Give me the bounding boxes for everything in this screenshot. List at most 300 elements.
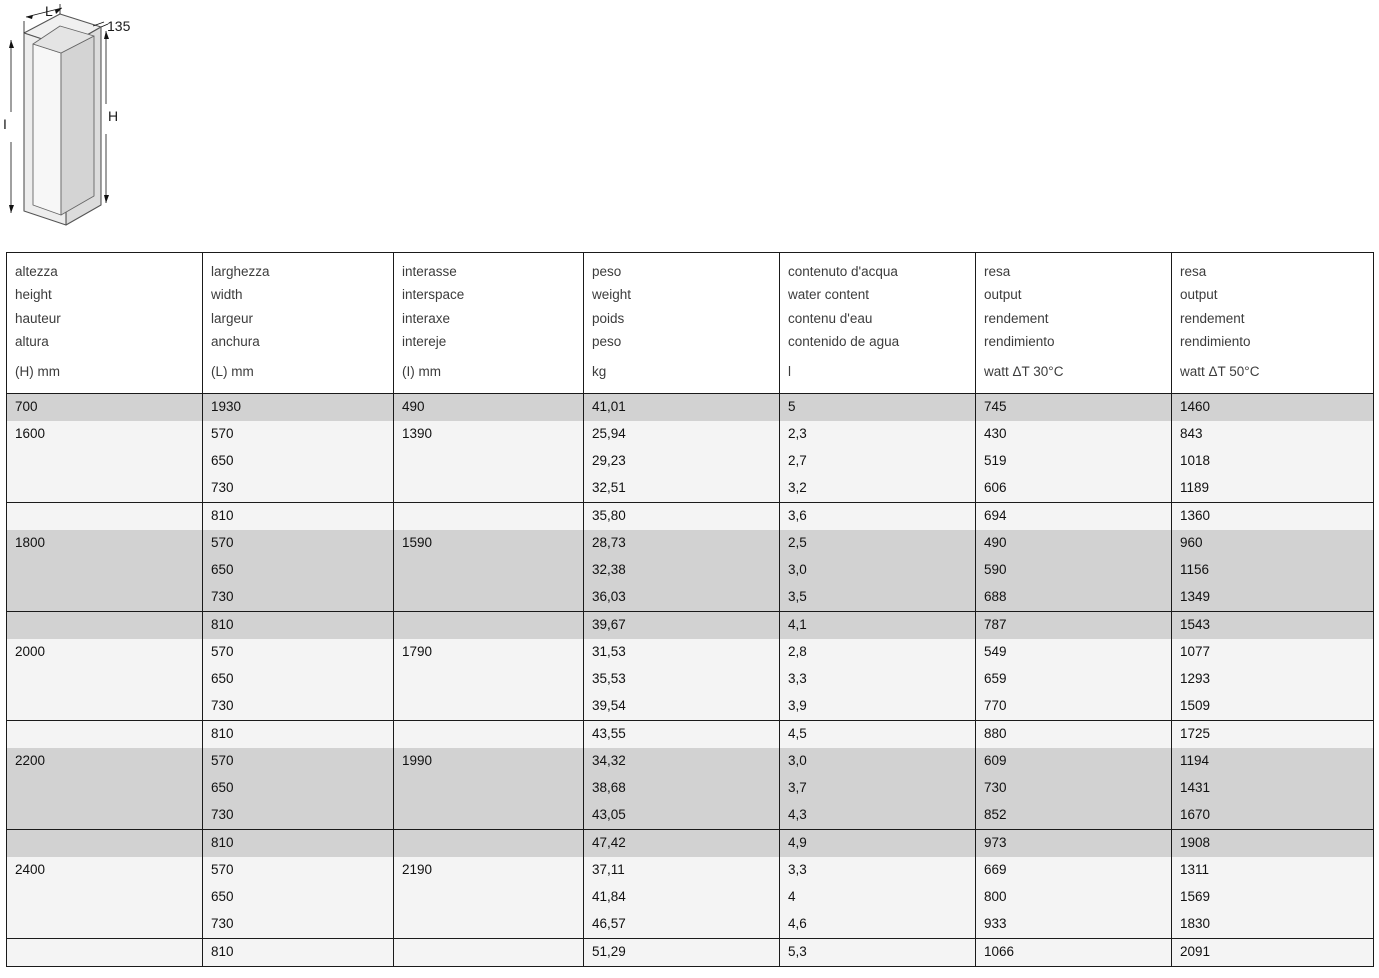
cell-interspace-value — [394, 884, 583, 911]
cell-weight-value: 51,29 — [584, 939, 779, 966]
table-row — [7, 584, 1374, 612]
cell-output-30 — [976, 748, 1172, 775]
cell-water-content-value: 3,5 — [780, 584, 975, 611]
specification-table-wrapper — [6, 252, 1373, 967]
cell-width — [203, 775, 394, 802]
table-row — [7, 775, 1374, 802]
header-interspace-line-0: interasse — [402, 264, 457, 279]
cell-output-50-value: 1311 — [1172, 857, 1373, 884]
cell-water-content — [780, 802, 976, 830]
cell-weight — [584, 557, 780, 584]
cell-output-50-value: 843 — [1172, 421, 1373, 448]
cell-interspace — [394, 911, 584, 939]
cell-interspace — [394, 421, 584, 448]
header-output30-line-0: resa — [984, 264, 1011, 279]
cell-output-30-value: 490 — [976, 530, 1171, 557]
cell-width-value: 570 — [203, 639, 393, 666]
header-weight-line-3: peso — [592, 334, 622, 350]
header-interspace-unit: (I) mm — [402, 364, 441, 380]
cell-width-value: 810 — [203, 503, 393, 530]
cell-height-value — [7, 448, 202, 475]
cell-weight — [584, 666, 780, 693]
cell-height-value — [7, 721, 202, 748]
cell-water-content-value: 4,5 — [780, 721, 975, 748]
cell-interspace — [394, 475, 584, 503]
cell-interspace-value: 1590 — [394, 530, 583, 557]
cell-interspace — [394, 829, 584, 857]
cell-output-50 — [1172, 557, 1374, 584]
cell-height — [7, 475, 203, 503]
cell-output-30 — [976, 775, 1172, 802]
cell-output-30 — [976, 829, 1172, 857]
header-output-30 — [976, 253, 1172, 394]
cell-output-30-value: 430 — [976, 421, 1171, 448]
cell-output-30-value: 669 — [976, 857, 1171, 884]
cell-output-30 — [976, 475, 1172, 503]
cell-height — [7, 775, 203, 802]
cell-width — [203, 393, 394, 421]
table-header — [7, 253, 1374, 394]
cell-width — [203, 720, 394, 748]
dimension-label-height: H — [108, 108, 119, 124]
cell-height-value — [7, 475, 202, 502]
cell-water-content — [780, 393, 976, 421]
cell-height — [7, 557, 203, 584]
cell-height-value — [7, 884, 202, 911]
cell-width-value: 650 — [203, 884, 393, 911]
cell-interspace-value: 1390 — [394, 421, 583, 448]
cell-interspace-value — [394, 775, 583, 802]
specification-table — [6, 252, 1374, 967]
cell-water-content — [780, 911, 976, 939]
cell-weight — [584, 802, 780, 830]
cell-weight-value: 38,68 — [584, 775, 779, 802]
header-interspace — [394, 253, 584, 394]
cell-water-content — [780, 775, 976, 802]
cell-width-value: 570 — [203, 421, 393, 448]
cell-interspace — [394, 938, 584, 966]
cell-output-50 — [1172, 666, 1374, 693]
cell-weight-value: 41,01 — [584, 394, 779, 421]
cell-water-content-value: 3,0 — [780, 748, 975, 775]
cell-output-30 — [976, 393, 1172, 421]
cell-water-content — [780, 829, 976, 857]
table-body — [7, 393, 1374, 966]
table-row — [7, 884, 1374, 911]
cell-weight — [584, 639, 780, 666]
cell-height — [7, 802, 203, 830]
cell-interspace — [394, 502, 584, 530]
header-output50-line-0: resa — [1180, 264, 1207, 279]
cell-weight — [584, 611, 780, 639]
cell-output-30 — [976, 639, 1172, 666]
cell-water-content-value: 4,3 — [780, 802, 975, 829]
cell-interspace — [394, 802, 584, 830]
cell-water-content — [780, 502, 976, 530]
cell-interspace-value — [394, 830, 583, 857]
cell-water-content-value: 4,9 — [780, 830, 975, 857]
header-water-line-0: contenuto d'acqua — [788, 264, 898, 279]
cell-output-50-value: 1460 — [1172, 394, 1373, 421]
cell-height — [7, 611, 203, 639]
cell-water-content — [780, 475, 976, 503]
header-water-line-1: water content — [788, 287, 870, 303]
cell-weight — [584, 393, 780, 421]
cell-water-content — [780, 557, 976, 584]
cell-weight — [584, 584, 780, 612]
cell-weight-value: 43,55 — [584, 721, 779, 748]
cell-output-50 — [1172, 530, 1374, 557]
header-weight-line-2: poids — [592, 310, 625, 326]
cell-weight-value: 47,42 — [584, 830, 779, 857]
cell-width — [203, 448, 394, 475]
header-height-line-1: height — [15, 287, 52, 303]
table-row — [7, 802, 1374, 830]
cell-weight — [584, 938, 780, 966]
cell-water-content — [780, 938, 976, 966]
cell-weight-value: 37,11 — [584, 857, 779, 884]
cell-height-value: 1800 — [7, 530, 202, 557]
cell-water-content-value: 3,2 — [780, 475, 975, 502]
header-width-unit: (L) mm — [211, 364, 254, 380]
cell-interspace-value — [394, 693, 583, 720]
cell-output-30 — [976, 557, 1172, 584]
cell-water-content-value: 3,3 — [780, 666, 975, 693]
cell-height — [7, 584, 203, 612]
cell-weight-value: 34,32 — [584, 748, 779, 775]
cell-water-content-value: 3,3 — [780, 857, 975, 884]
cell-width — [203, 884, 394, 911]
header-output50-unit: watt ΔT 50°C — [1180, 364, 1260, 380]
cell-output-30 — [976, 693, 1172, 721]
cell-output-30 — [976, 938, 1172, 966]
cell-output-30 — [976, 802, 1172, 830]
cell-width — [203, 693, 394, 721]
cell-height — [7, 693, 203, 721]
cell-height — [7, 666, 203, 693]
cell-height — [7, 857, 203, 884]
cell-width-value: 730 — [203, 584, 393, 611]
cell-output-50 — [1172, 448, 1374, 475]
cell-water-content — [780, 666, 976, 693]
cell-interspace — [394, 584, 584, 612]
cell-weight — [584, 829, 780, 857]
cell-output-30 — [976, 530, 1172, 557]
cell-water-content-value: 3,9 — [780, 693, 975, 720]
cell-height — [7, 530, 203, 557]
cell-output-50-value: 1156 — [1172, 557, 1373, 584]
cell-width — [203, 748, 394, 775]
cell-interspace — [394, 748, 584, 775]
cell-weight — [584, 775, 780, 802]
cell-interspace-value — [394, 584, 583, 611]
cell-output-30-value: 519 — [976, 448, 1171, 475]
cell-interspace-value: 2190 — [394, 857, 583, 884]
header-interspace-line-2: interaxe — [402, 310, 451, 326]
cell-water-content-value: 4,6 — [780, 911, 975, 938]
table-row — [7, 448, 1374, 475]
cell-output-50 — [1172, 502, 1374, 530]
dimension-label-width-top: L — [45, 3, 53, 19]
cell-interspace — [394, 530, 584, 557]
cell-width-value: 730 — [203, 802, 393, 829]
cell-width — [203, 584, 394, 612]
cell-height-value — [7, 666, 202, 693]
cell-width — [203, 666, 394, 693]
cell-height-value: 1600 — [7, 421, 202, 448]
cell-height — [7, 393, 203, 421]
cell-water-content — [780, 421, 976, 448]
header-height — [7, 253, 203, 394]
table-row — [7, 421, 1374, 448]
cell-width — [203, 829, 394, 857]
cell-water-content — [780, 530, 976, 557]
header-width-line-2: largeur — [211, 310, 254, 326]
cell-water-content-value: 4,1 — [780, 612, 975, 639]
cell-interspace-value — [394, 802, 583, 829]
cell-weight — [584, 421, 780, 448]
cell-width-value: 570 — [203, 530, 393, 557]
cell-output-50 — [1172, 884, 1374, 911]
header-weight-line-1: weight — [592, 287, 632, 303]
table-row — [7, 938, 1374, 966]
header-output30-unit: watt ΔT 30°C — [984, 364, 1064, 380]
cell-height — [7, 421, 203, 448]
header-output30-line-3: rendimiento — [984, 334, 1055, 350]
cell-output-30-value: 694 — [976, 503, 1171, 530]
cell-water-content-value: 2,3 — [780, 421, 975, 448]
table-row — [7, 857, 1374, 884]
header-weight-unit: kg — [592, 364, 607, 380]
cell-interspace-value: 1990 — [394, 748, 583, 775]
cell-water-content — [780, 693, 976, 721]
cell-height — [7, 448, 203, 475]
cell-weight — [584, 502, 780, 530]
cell-width — [203, 502, 394, 530]
cell-interspace-value — [394, 557, 583, 584]
cell-width-value: 810 — [203, 939, 393, 966]
cell-height — [7, 911, 203, 939]
cell-interspace — [394, 448, 584, 475]
dimension-label-interspace: I — [3, 116, 7, 132]
cell-output-50 — [1172, 475, 1374, 503]
cell-water-content-value: 3,6 — [780, 503, 975, 530]
cell-weight — [584, 720, 780, 748]
cell-width — [203, 938, 394, 966]
cell-width-value: 650 — [203, 666, 393, 693]
cell-water-content — [780, 857, 976, 884]
cell-output-50 — [1172, 584, 1374, 612]
cell-output-30 — [976, 421, 1172, 448]
cell-output-50 — [1172, 802, 1374, 830]
cell-weight-value: 25,94 — [584, 421, 779, 448]
cell-interspace — [394, 884, 584, 911]
cell-output-50-value: 2091 — [1172, 939, 1373, 966]
cell-output-30 — [976, 857, 1172, 884]
cell-weight-value: 35,53 — [584, 666, 779, 693]
header-water-unit: l — [788, 364, 791, 380]
cell-weight-value: 41,84 — [584, 884, 779, 911]
cell-interspace — [394, 666, 584, 693]
cell-height-value — [7, 557, 202, 584]
cell-height-value — [7, 503, 202, 530]
cell-weight-value: 39,67 — [584, 612, 779, 639]
cell-output-30-value: 688 — [976, 584, 1171, 611]
cell-water-content-value: 5 — [780, 394, 975, 421]
table-row — [7, 502, 1374, 530]
cell-weight-value: 39,54 — [584, 693, 779, 720]
cell-output-30 — [976, 911, 1172, 939]
cell-output-30 — [976, 666, 1172, 693]
table-row — [7, 530, 1374, 557]
cell-height-value — [7, 830, 202, 857]
cell-weight-value: 28,73 — [584, 530, 779, 557]
cell-water-content-value: 2,8 — [780, 639, 975, 666]
header-output-50 — [1172, 253, 1374, 394]
cell-interspace-value — [394, 612, 583, 639]
cell-water-content — [780, 884, 976, 911]
cell-width — [203, 639, 394, 666]
cell-output-50 — [1172, 938, 1374, 966]
cell-width-value: 730 — [203, 911, 393, 938]
cell-output-30-value: 745 — [976, 394, 1171, 421]
header-output50-line-3: rendimiento — [1180, 334, 1251, 350]
cell-weight — [584, 884, 780, 911]
dimension-label-depth: 135 — [107, 18, 131, 34]
cell-output-50-value: 1293 — [1172, 666, 1373, 693]
cell-output-30 — [976, 584, 1172, 612]
cell-height — [7, 639, 203, 666]
header-water-line-2: contenu d'eau — [788, 310, 873, 326]
cell-output-50-value: 1908 — [1172, 830, 1373, 857]
cell-output-30-value: 787 — [976, 612, 1171, 639]
cell-water-content — [780, 611, 976, 639]
table-row — [7, 693, 1374, 721]
cell-width-value: 730 — [203, 693, 393, 720]
cell-width — [203, 802, 394, 830]
table-row — [7, 748, 1374, 775]
cell-output-30-value: 973 — [976, 830, 1171, 857]
cell-output-50-value: 1830 — [1172, 911, 1373, 938]
cell-height — [7, 720, 203, 748]
cell-weight-value: 36,03 — [584, 584, 779, 611]
cell-weight — [584, 857, 780, 884]
cell-output-50-value: 1077 — [1172, 639, 1373, 666]
cell-output-50-value: 1670 — [1172, 802, 1373, 829]
cell-height-value — [7, 802, 202, 829]
header-weight-line-0: peso — [592, 264, 622, 279]
cell-output-30-value: 549 — [976, 639, 1171, 666]
cell-width-value: 650 — [203, 448, 393, 475]
cell-width-value: 650 — [203, 775, 393, 802]
cell-weight — [584, 475, 780, 503]
cell-output-50-value: 1543 — [1172, 612, 1373, 639]
cell-output-50 — [1172, 857, 1374, 884]
cell-interspace-value — [394, 939, 583, 966]
table-row — [7, 611, 1374, 639]
cell-water-content-value: 5,3 — [780, 939, 975, 966]
cell-width — [203, 857, 394, 884]
cell-output-30-value: 730 — [976, 775, 1171, 802]
cell-width-value: 810 — [203, 612, 393, 639]
cell-height — [7, 502, 203, 530]
cell-interspace-value — [394, 911, 583, 938]
cell-output-30 — [976, 502, 1172, 530]
cell-water-content — [780, 720, 976, 748]
cell-water-content-value: 2,5 — [780, 530, 975, 557]
cell-water-content-value: 4 — [780, 884, 975, 911]
cell-output-30-value: 590 — [976, 557, 1171, 584]
cell-output-50 — [1172, 693, 1374, 721]
header-height-line-0: altezza — [15, 264, 58, 279]
cell-interspace-value — [394, 666, 583, 693]
cell-height-value — [7, 911, 202, 938]
cell-output-50 — [1172, 748, 1374, 775]
cell-width — [203, 611, 394, 639]
cell-output-30 — [976, 448, 1172, 475]
cell-output-30-value: 770 — [976, 693, 1171, 720]
cell-interspace — [394, 857, 584, 884]
cell-interspace — [394, 775, 584, 802]
table-row — [7, 666, 1374, 693]
cell-output-50 — [1172, 911, 1374, 939]
cell-height-value — [7, 775, 202, 802]
cell-width-value: 730 — [203, 475, 393, 502]
cell-output-30-value: 609 — [976, 748, 1171, 775]
table-row — [7, 557, 1374, 584]
cell-weight — [584, 693, 780, 721]
cell-weight — [584, 530, 780, 557]
header-height-line-2: hauteur — [15, 310, 61, 326]
cell-height-value: 2200 — [7, 748, 202, 775]
table-row — [7, 829, 1374, 857]
header-width-line-3: anchura — [211, 334, 260, 350]
cell-weight-value: 31,53 — [584, 639, 779, 666]
cell-output-30-value: 880 — [976, 721, 1171, 748]
cell-width-value: 810 — [203, 830, 393, 857]
cell-width — [203, 557, 394, 584]
radiator-outline-drawing — [0, 0, 200, 248]
cell-height-value — [7, 693, 202, 720]
cell-weight — [584, 748, 780, 775]
cell-weight-value: 46,57 — [584, 911, 779, 938]
cell-output-30-value: 800 — [976, 884, 1171, 911]
header-interspace-line-3: intereje — [402, 334, 447, 350]
cell-interspace-value — [394, 448, 583, 475]
cell-output-30-value: 1066 — [976, 939, 1171, 966]
cell-weight — [584, 448, 780, 475]
cell-width — [203, 530, 394, 557]
cell-output-50-value: 960 — [1172, 530, 1373, 557]
header-output50-line-1: output — [1180, 287, 1218, 303]
cell-interspace — [394, 693, 584, 721]
cell-weight-value: 32,38 — [584, 557, 779, 584]
cell-output-50 — [1172, 611, 1374, 639]
cell-output-50 — [1172, 639, 1374, 666]
table-row — [7, 393, 1374, 421]
cell-output-50-value: 1018 — [1172, 448, 1373, 475]
cell-output-30 — [976, 720, 1172, 748]
radiator-dimension-diagram — [0, 0, 1379, 248]
cell-height-value — [7, 612, 202, 639]
cell-width — [203, 911, 394, 939]
cell-height-value — [7, 939, 202, 966]
cell-height — [7, 884, 203, 911]
cell-water-content — [780, 639, 976, 666]
cell-output-50-value: 1194 — [1172, 748, 1373, 775]
cell-water-content-value: 3,7 — [780, 775, 975, 802]
header-interspace-line-1: interspace — [402, 287, 465, 303]
